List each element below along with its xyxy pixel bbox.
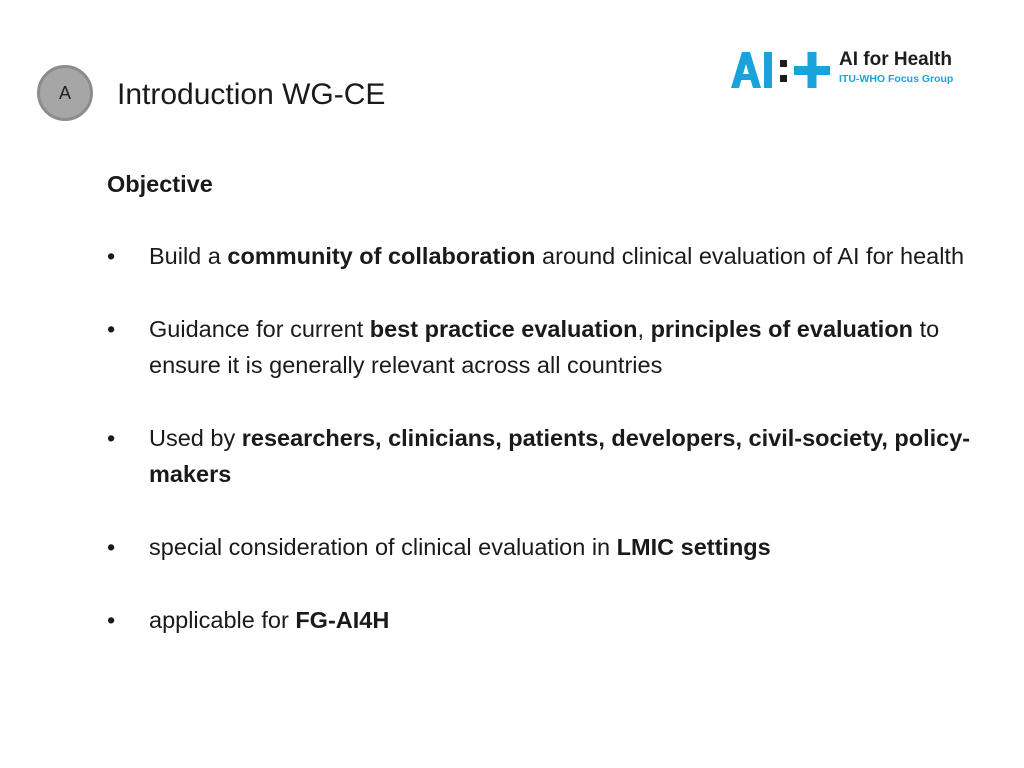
bullet-item: [107, 420, 987, 492]
bullet-text-emphasis: LMIC settings: [616, 534, 771, 560]
bullet-text-emphasis: community of collaboration: [227, 243, 536, 269]
bullet-text: Used by: [149, 425, 242, 451]
bullet-text-emphasis: FG-AI4H: [295, 607, 390, 633]
bullet-text: special consideration of clinical evaluation in: [149, 534, 617, 560]
ai-for-health-logo: [731, 48, 981, 92]
logo-subtitle: ITU-WHO Focus Group: [839, 73, 954, 85]
section-badge: [37, 65, 93, 121]
bullet-dot-icon: •: [107, 607, 116, 633]
objective-heading: Objective: [107, 171, 213, 197]
bullet-text: applicable for: [149, 607, 296, 633]
logo-title: AI for Health: [839, 49, 952, 70]
bullet-dot-icon: •: [107, 425, 116, 451]
ai-plus-logo-icon: [731, 52, 831, 88]
bullet-dot-icon: •: [107, 316, 116, 342]
bullet-item: [107, 311, 987, 383]
bullet-item: [107, 238, 987, 274]
bullet-text-emphasis: best practice evaluation: [369, 316, 638, 342]
bullet-text: ,: [637, 316, 651, 342]
bullet-text-emphasis: researchers, clinicians, patients, developers, civil-society, policy-makers: [149, 425, 971, 487]
bullet-text: around clinical evaluation of AI for health: [535, 243, 965, 269]
bullet-text: Build a: [149, 243, 228, 269]
bullet-dot-icon: •: [107, 243, 116, 269]
bullet-text: Guidance for current: [149, 316, 370, 342]
bullet-item: [107, 529, 987, 565]
bullet-text-emphasis: principles of evaluation: [650, 316, 914, 342]
bullet-dot-icon: •: [107, 534, 116, 560]
bullet-text: to ensure it is generally relevant across all countries: [149, 316, 940, 378]
page-title: Introduction WG-CE: [117, 78, 386, 111]
bullet-item: [107, 602, 987, 638]
slide-content: [107, 166, 987, 675]
objective-bullet-list: [107, 238, 987, 638]
section-badge-letter: A: [58, 82, 71, 103]
